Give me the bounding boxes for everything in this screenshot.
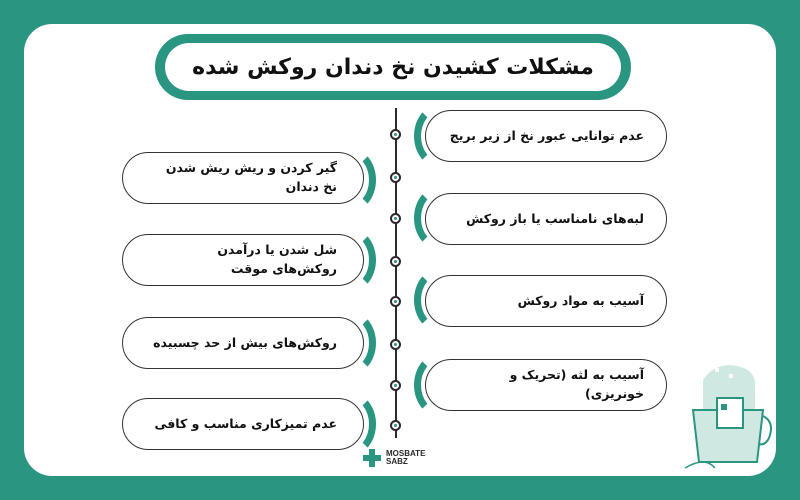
problem-item xyxy=(425,359,667,411)
problem-item xyxy=(122,234,364,286)
problem-label: آسیب به مواد روکش xyxy=(517,292,644,308)
problem-label: آسیب به لثه (تحریک و خونریزی) xyxy=(509,367,644,401)
problem-item xyxy=(122,152,364,204)
timeline-dot xyxy=(390,339,401,350)
timeline-dot xyxy=(390,213,401,224)
problem-label: روکش‌های بیش از حد چسبیده xyxy=(153,334,337,350)
tooth-cup-illustration-icon xyxy=(675,360,775,475)
timeline-dot xyxy=(390,380,401,391)
problem-item xyxy=(122,398,364,450)
problem-item xyxy=(122,317,364,369)
problem-item xyxy=(425,275,667,327)
timeline-dot xyxy=(390,129,401,140)
timeline-dot xyxy=(390,256,401,267)
timeline-dot xyxy=(390,296,401,307)
timeline-dot xyxy=(390,420,401,431)
title-frame xyxy=(155,34,631,100)
problem-label: شل شدن یا درآمدن روکش‌های موقت xyxy=(217,242,337,276)
page-title: مشکلات کشیدن نخ دندان روکش شده xyxy=(165,43,621,91)
problem-item xyxy=(425,110,667,162)
problem-label: عدم توانایی عبور نخ از زیر بریج xyxy=(449,127,644,143)
problem-label: گیر کردن و ریش ریش شدن نخ دندان xyxy=(165,160,337,194)
logo-line1: MOSBATE xyxy=(386,449,426,458)
brand-logo xyxy=(362,446,442,470)
problem-label: لبه‌های نامناسب یا باز روکش xyxy=(466,210,644,226)
problem-item xyxy=(425,193,667,245)
logo-line2: SABZ xyxy=(386,457,408,466)
problem-label: عدم تمیزکاری مناسب و کافی xyxy=(154,415,337,431)
timeline-dot xyxy=(390,172,401,183)
plus-icon xyxy=(362,448,382,468)
